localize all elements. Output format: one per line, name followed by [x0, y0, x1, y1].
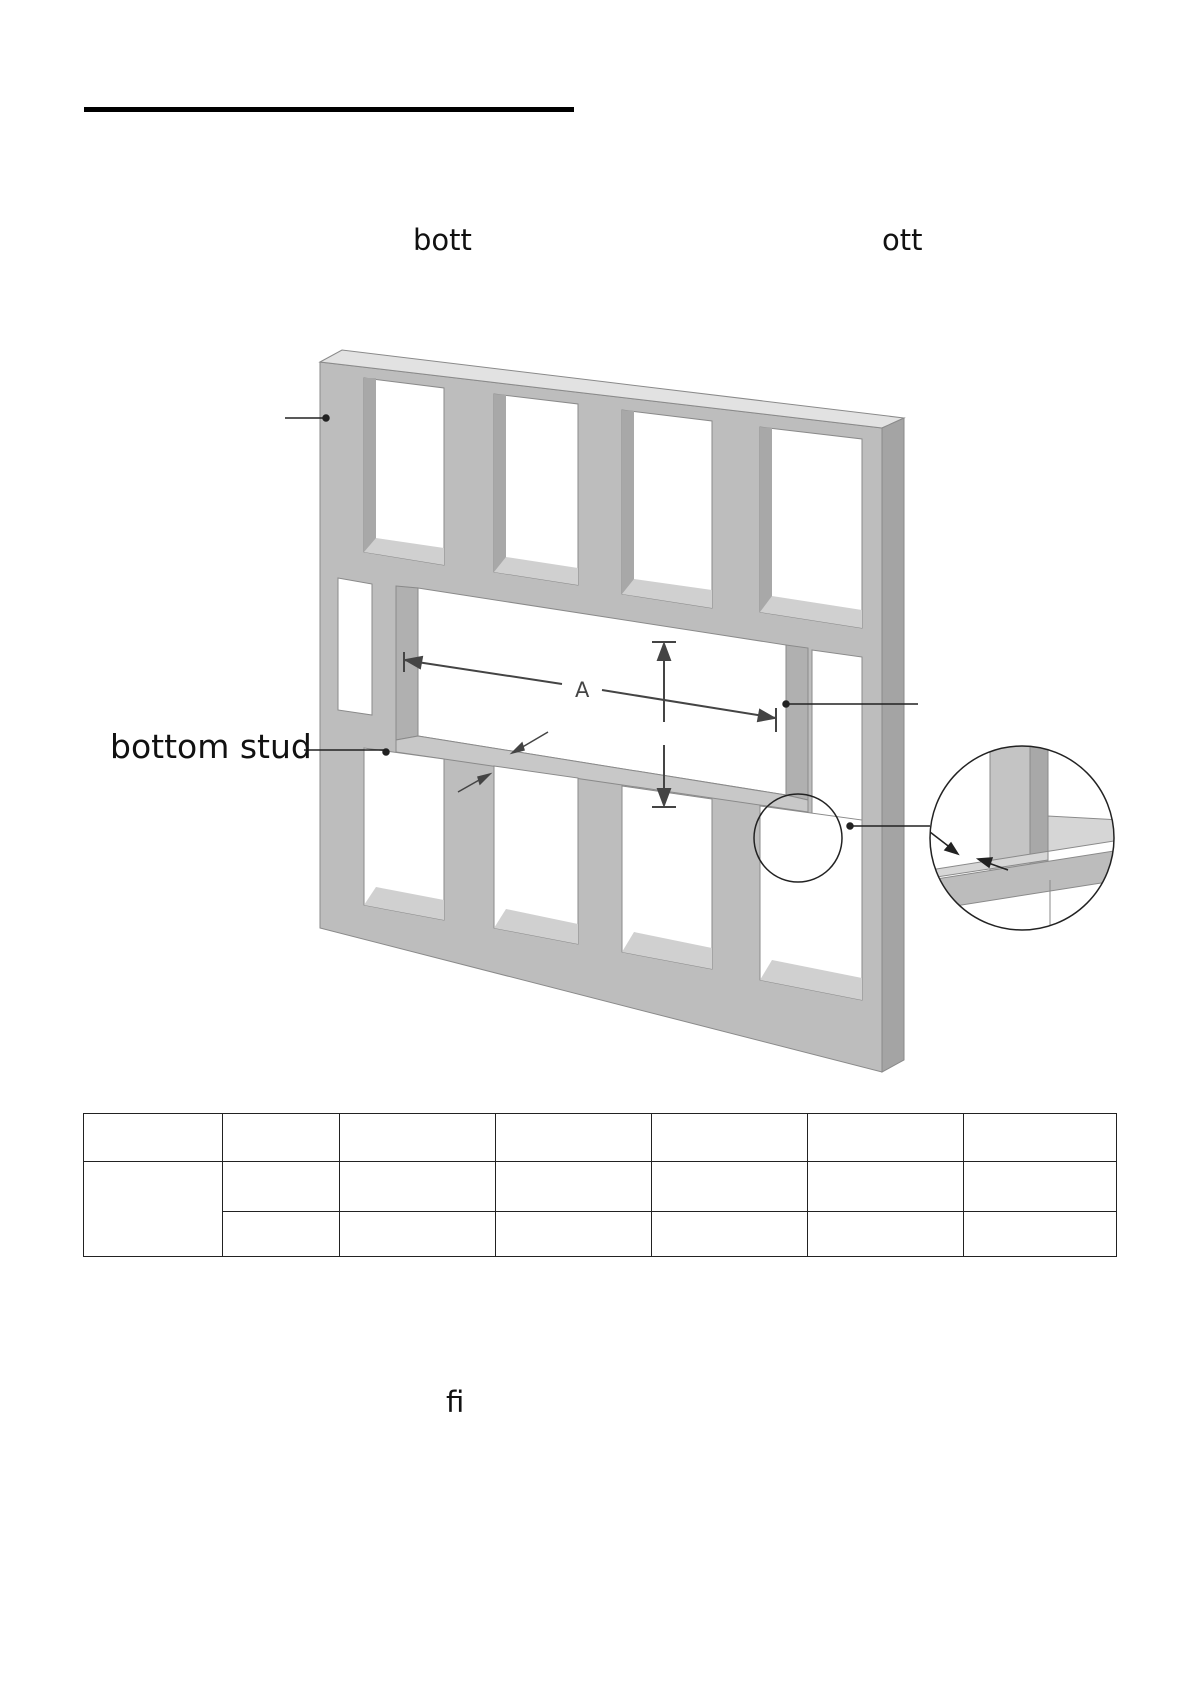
table-cell: [223, 1212, 340, 1257]
frame-right-edge: [882, 418, 904, 1072]
middle-left-openings: [338, 578, 372, 715]
text-fragment-right: ott: [882, 223, 923, 257]
table-cell: [340, 1212, 496, 1257]
text-fragment-bottom: ﬁ: [446, 1385, 465, 1419]
table-cell: [964, 1212, 1117, 1257]
table-cell: [808, 1114, 964, 1162]
middle-right-opening: [812, 650, 862, 822]
table-cell: [84, 1162, 223, 1257]
table-row: [84, 1162, 1117, 1212]
table-cell: [808, 1212, 964, 1257]
right-divider: [786, 645, 808, 800]
table-cell: [340, 1162, 496, 1212]
table-cell: [84, 1114, 223, 1162]
text-fragment-left: bott: [413, 223, 472, 257]
table-cell: [652, 1114, 808, 1162]
table-cell: [496, 1212, 652, 1257]
table-cell: [340, 1114, 496, 1162]
spec-table: [83, 1113, 1117, 1257]
table-cell: [496, 1114, 652, 1162]
table-cell: [496, 1162, 652, 1212]
table-cell: [652, 1162, 808, 1212]
table-cell: [223, 1114, 340, 1162]
table-cell: [964, 1114, 1117, 1162]
table-row: [84, 1212, 1117, 1257]
table-row: [84, 1114, 1117, 1162]
dimension-a-label: A: [575, 678, 590, 702]
magnified-detail: [930, 740, 1120, 930]
table-cell: [223, 1162, 340, 1212]
bottom-stud-label: bottom stud: [110, 727, 312, 766]
table-cell: [652, 1212, 808, 1257]
table-cell: [808, 1162, 964, 1212]
table-cell: [964, 1162, 1117, 1212]
